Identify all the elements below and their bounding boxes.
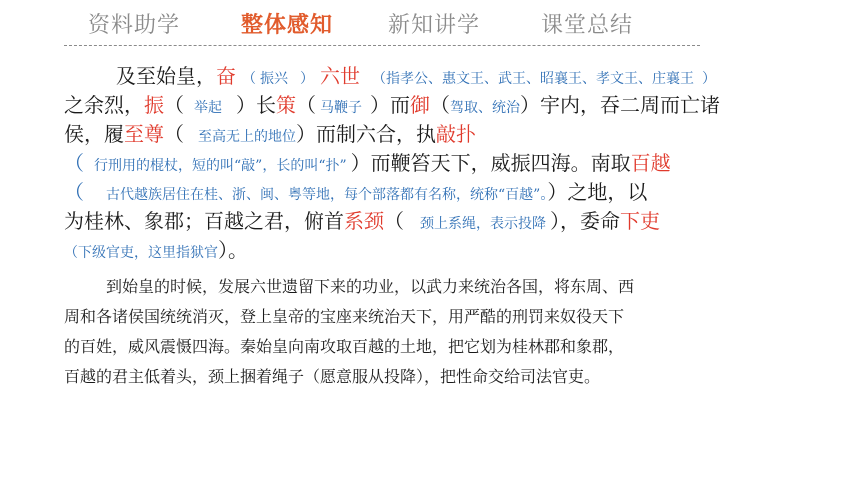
annotation: 颈上系绳，表示投降 (420, 216, 546, 232)
translation-text: 到始皇的时候，发展六世遗留下来的功业，以武力来统治各国，将东周、西 (106, 277, 635, 296)
passage-line-7 (64, 236, 824, 265)
translation-line-2 (64, 302, 824, 332)
passage-text: 侯，履 (64, 122, 124, 146)
passage-text: ）之地，以 (547, 180, 648, 204)
tab-overview[interactable]: 整体感知 (241, 13, 334, 38)
keyword: 振 (144, 93, 164, 117)
annotation: 至高无上的地位 (198, 129, 296, 145)
tab-new-lesson[interactable]: 新知讲学 (388, 13, 481, 38)
translation-line-3 (64, 332, 824, 362)
translation-text: 周和各诸侯国统统消灭，登上皇帝的宝座来统治天下，用严酷的刑罚来奴役天下 (64, 307, 625, 326)
passage-line-6 (64, 207, 824, 236)
passage-text: ）而 (370, 93, 410, 117)
keyword: 至尊 (124, 122, 164, 146)
annotation: 驾取、统治 (450, 100, 520, 116)
note-paren: （ (64, 180, 84, 204)
passage-text: ）而制六合，执 (296, 122, 436, 146)
passage-text: （ (384, 209, 404, 233)
passage-text: ）。 (218, 238, 248, 262)
annotation: 振兴 (260, 71, 288, 87)
note-paren: （ (64, 151, 84, 175)
passage-text: 为桂林、象郡；百越之君，俯首 (64, 209, 344, 233)
passage-line-2 (64, 91, 824, 120)
keyword: 策 (276, 93, 296, 117)
passage-text: 及至始皇， (116, 64, 216, 88)
classical-passage (64, 62, 824, 265)
annotation: 行刑用的棍杖，短的叫“敲”，长的叫“扑” (94, 158, 347, 174)
keyword: 百越 (630, 151, 671, 175)
keyword: 系颈 (344, 209, 384, 233)
passage-text: （ (296, 93, 316, 117)
note-paren: （ (242, 71, 256, 87)
passage-text: ）宇内，吞二周而亡诸 (520, 93, 720, 117)
note-paren: （ (64, 245, 78, 261)
tab-materials[interactable]: 资料助学 (88, 13, 181, 38)
passage-line-3 (64, 120, 824, 149)
translation-line-4 (64, 362, 824, 392)
keyword: 下吏 (620, 209, 660, 233)
annotation: 马鞭子 (320, 100, 362, 116)
passage-line-5 (64, 178, 824, 207)
passage-text: ），委命 (550, 209, 620, 233)
passage-text: ）长 (236, 93, 276, 117)
tab-divider (64, 45, 700, 46)
passage-text: （ (430, 93, 450, 117)
passage-text: （ (164, 122, 184, 146)
annotation: 下级官吏，这里指狱官 (78, 245, 218, 261)
translation-text: 百越的君主低着头，颈上捆着绳子（愿意服从投降），把性命交给司法官吏。 (64, 367, 601, 386)
passage-line-1 (64, 62, 824, 91)
passage-text: 之余烈， (64, 93, 144, 117)
keyword: 御 (410, 93, 430, 117)
translation-paragraph (64, 272, 824, 392)
passage-text: （ (164, 93, 184, 117)
keyword: 敲扑 (436, 122, 476, 146)
annotation: 举起 (194, 100, 222, 116)
note-paren: ） (702, 71, 716, 87)
annotation: 指孝公、惠文王、武王、昭襄王、孝文王、庄襄王 (386, 71, 694, 87)
passage-text: ）而鞭笞天下，威振四海。南取 (350, 151, 631, 175)
note-paren: （ (372, 71, 386, 87)
passage-line-4 (64, 149, 824, 178)
keyword: 奋 (216, 64, 236, 88)
translation-line-1 (64, 272, 824, 302)
translation-text: 的百姓，威风震慑四海。秦始皇向南攻取百越的土地，把它划为桂林郡和象郡， (64, 337, 625, 356)
annotation: 古代越族居住在桂、浙、闽、粤等地，每个部落都有名称，统称“百越”。 (106, 187, 548, 203)
note-paren: ） (300, 71, 314, 87)
tab-summary[interactable]: 课堂总结 (541, 13, 634, 38)
keyword: 六世 (320, 64, 360, 88)
